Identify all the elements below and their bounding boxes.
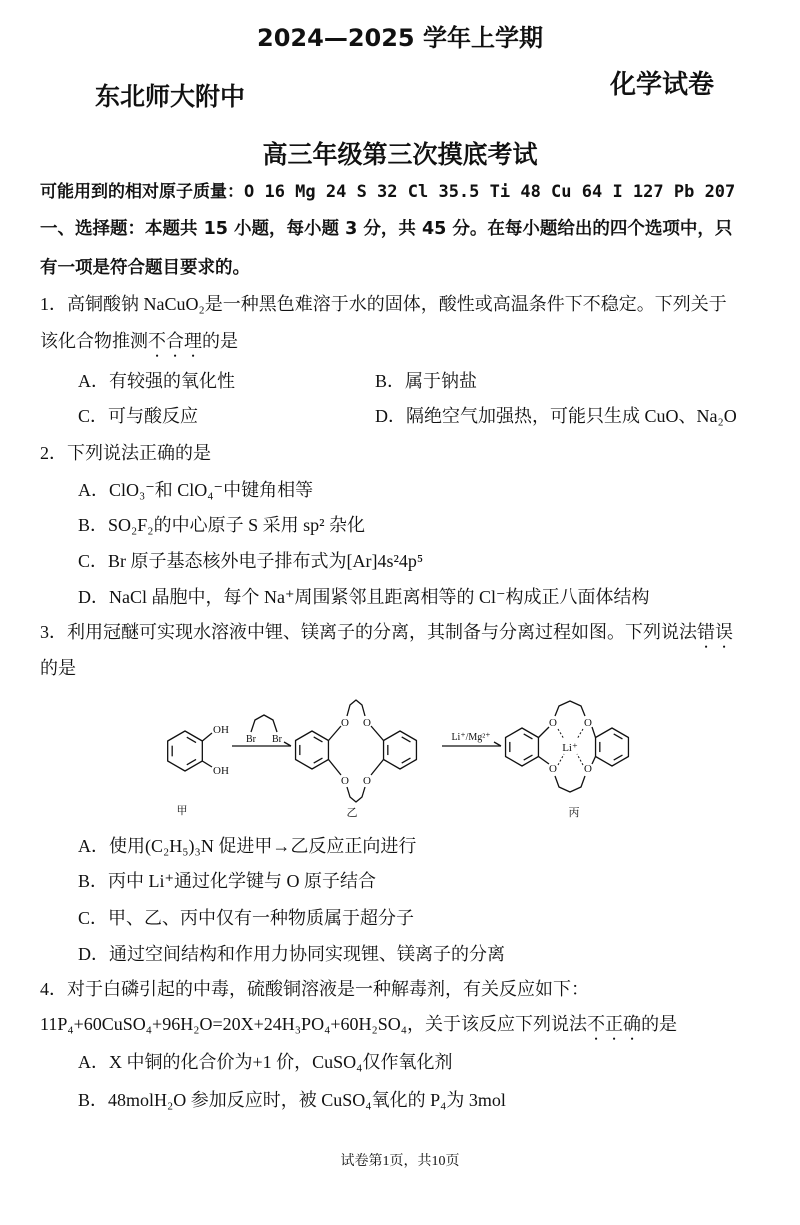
question-2-option-a: A．ClO₃⁻和 ClO₄⁻中键角相等 (78, 480, 314, 500)
compound-jia-structure (168, 724, 229, 817)
question-1-stem-line-2 (40, 329, 238, 361)
lithium-ion-label: Li⁺ (562, 742, 578, 754)
bond (329, 726, 342, 741)
bromine-label: Br (272, 734, 282, 745)
question-3-stem-line-1 (40, 620, 733, 652)
ether-chain-top (347, 700, 365, 716)
question-1-option-d: D．隔绝空气加强热，可能只生成 CuO、Na₂O (375, 406, 737, 426)
ring-double-bond (614, 734, 623, 739)
ether-chain-bottom (555, 776, 585, 792)
atomic-mass-line: 可能用到的相对原子质量：O 16 Mg 24 S 32 Cl 35.5 Ti 48 Cu 64 I 127 Pb 207 (40, 182, 736, 202)
question-3-option-b: B．丙中 Li⁺通过化学键与 O 原子结合 (78, 871, 377, 891)
bond (202, 761, 212, 767)
compound-label-bing: 丙 (568, 807, 580, 819)
question-3-option-c: C．甲、乙、丙中仅有一种物质属于超分子 (78, 908, 415, 928)
propane-chain (251, 715, 277, 732)
hydroxyl-label: OH (213, 765, 229, 777)
question-4-equation-text: 11P₄+60CuSO₄+96H₂O=20X+24H₃PO₄+60H₂SO₄，关于该反应下列说法 (40, 1014, 588, 1034)
benzene-ring (506, 728, 539, 766)
bond (539, 757, 550, 765)
question-3-stem-line-2: 的是 (40, 658, 76, 678)
question-1-stem-text: 该化合物推测 (40, 331, 148, 351)
oxygen-label: O (584, 717, 592, 729)
oxygen-label: O (584, 763, 592, 775)
compound-bing-structure (506, 701, 629, 819)
question-4-option-b: B．48molH₂O 参加反应时，被 CuSO₄氧化的 P₄为 3mol (78, 1090, 506, 1110)
bond (592, 727, 596, 738)
question-4-stem-line-2 (40, 1012, 677, 1044)
bond (592, 757, 596, 765)
oxygen-label: O (341, 717, 349, 729)
oxygen-label: O (549, 763, 557, 775)
coordination-bond (558, 729, 564, 739)
ring-double-bond (402, 758, 411, 763)
ring-double-bond (524, 755, 533, 760)
question-1-option-c: C．可与酸反应 (78, 406, 199, 426)
section-instructions-line-2: 有一项是符合题目要求的。 (40, 258, 250, 278)
question-4-stem-text: 的是 (641, 1014, 678, 1034)
bond (202, 733, 212, 741)
page-footer: 试卷第1页，共10页 (340, 1154, 460, 1169)
reaction-arrow-1 (232, 715, 291, 746)
benzene-ring (296, 731, 329, 769)
question-1-option-b: B．属于钠盐 (375, 371, 478, 391)
question-4-stem-line-1: 4．对于白磷引起的中毒，硫酸铜溶液是一种解毒剂，有关反应如下： (40, 979, 589, 999)
compound-yi-structure (296, 700, 417, 819)
benzene-ring (168, 731, 203, 771)
ring-double-bond (402, 737, 411, 742)
section-instructions-line-1: 一、选择题：本题共 15 小题，每小题 3 分，共 45 分。在每小题给出的四个选项中，只 (40, 219, 733, 239)
question-2-option-c: C．Br 原子基态核外电子排布式为[Ar]4s²4p⁵ (78, 551, 424, 571)
oxygen-label: O (549, 717, 557, 729)
exam-title: 高三年级第三次摸底考试 (262, 140, 538, 169)
ring-double-bond (614, 755, 623, 760)
question-1-stem-text: 的是 (202, 331, 238, 351)
question-2-stem: 2．下列说法正确的是 (40, 443, 211, 463)
question-4-emphasis: 不正确 (587, 1014, 642, 1034)
bromine-label: Br (246, 734, 256, 745)
arrow-reagent-label: Li⁺/Mg²⁺ (451, 732, 491, 743)
exam-term: 2024—2025 学年上学期 (257, 24, 543, 52)
question-2-option-d: D．NaCl 晶胞中，每个 Na⁺周围紧邻且距离相等的 Cl⁻构成正八面体结构 (78, 587, 650, 607)
coordination-bond (558, 754, 564, 765)
bond (371, 726, 384, 741)
ether-chain-bottom (347, 787, 365, 802)
bond (371, 760, 384, 776)
ether-chain-top (555, 701, 585, 716)
compound-label-jia: 甲 (176, 805, 188, 817)
benzene-ring (384, 731, 417, 769)
compound-label-yi: 乙 (346, 807, 358, 819)
ring-double-bond (314, 737, 323, 742)
question-3-emphasis: 错误 (697, 622, 733, 642)
oxygen-label: O (341, 775, 349, 787)
subject-name: 化学试卷 (610, 70, 715, 100)
ring-double-bond (524, 734, 533, 739)
question-1-stem-line-1: 1．高铜酸钠 NaCuO₂是一种黑色难溶于水的固体，酸性或高温条件下不稳定。下列关于 (40, 294, 727, 314)
hydroxyl-label: OH (213, 724, 229, 736)
coordination-bond (577, 729, 583, 739)
bond (539, 727, 550, 738)
question-3-option-d: D．通过空间结构和作用力协同实现锂、镁离子的分离 (78, 944, 505, 964)
ring-double-bond (187, 737, 196, 742)
school-name: 东北师大附中 (95, 82, 246, 111)
benzene-ring (596, 728, 629, 766)
reaction-arrow-2 (442, 732, 501, 746)
ring-double-bond (187, 759, 196, 764)
question-3-stem-text: 3．利用冠醚可实现水溶液中锂、镁离子的分离，其制备与分离过程如图。下列说法 (40, 622, 697, 642)
question-2-option-b: B．SO₂F₂的中心原子 S 采用 sp² 杂化 (78, 515, 365, 535)
ring-double-bond (314, 758, 323, 763)
oxygen-label: O (363, 775, 371, 787)
bond (329, 760, 342, 776)
question-3-option-a: A．使用(C₂H₅)₃N 促进甲→乙反应正向进行 (78, 836, 417, 856)
question-1-option-a: A．有较强的氧化性 (78, 371, 235, 391)
coordination-bond (577, 754, 583, 765)
oxygen-label: O (363, 717, 371, 729)
question-4-option-a: A．X 中铜的化合价为+1 价，CuSO₄仅作氧化剂 (78, 1052, 453, 1072)
reaction-scheme (140, 695, 660, 820)
question-1-emphasis: 不合理 (148, 331, 202, 351)
